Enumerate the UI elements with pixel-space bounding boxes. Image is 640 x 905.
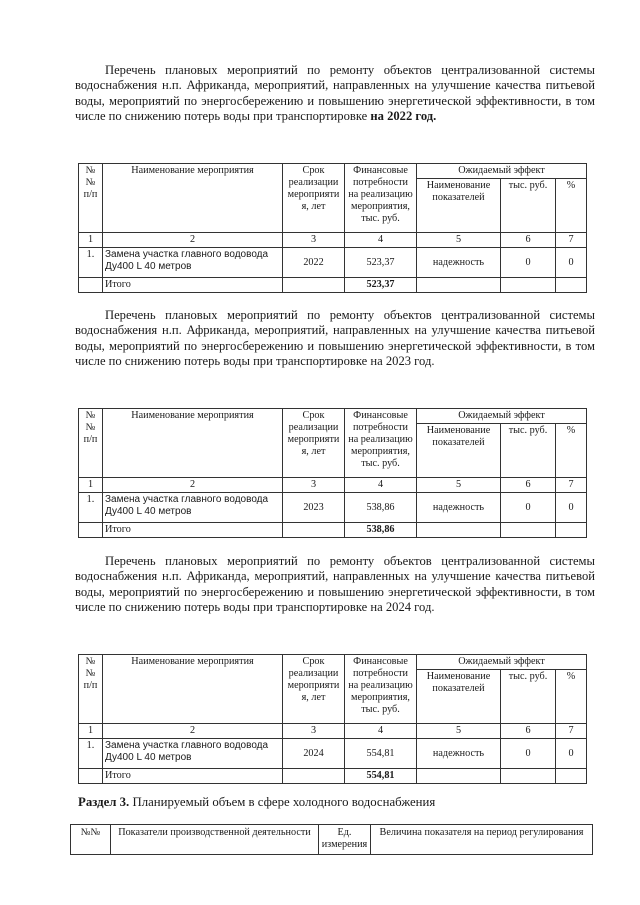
- header-fin: Финансовые потребности на реализацию мероприятия, тыс. руб.: [345, 164, 417, 233]
- row-indicator: надежность: [417, 739, 501, 769]
- row-name: Замена участка главного водовода Ду400 L 40 метров: [103, 248, 283, 278]
- vol-header-num: №№: [71, 825, 111, 855]
- intro-2024-text: Перечень плановых мероприятий по ремонту объектов централизованной системы водоснабжения н.п. Африканда, мероприятий, направленных на улучшение качества питьевой воды, мероприятий по энергосбережению и повышению энергетической эффективности, в том числе по снижению потерь воды при транспортировке на: [75, 554, 595, 615]
- total-label: Итого: [103, 523, 283, 538]
- empty-cell: [556, 523, 587, 538]
- row-fin: 554,81: [345, 739, 417, 769]
- intro-2023-text: Перечень плановых мероприятий по ремонту объектов централизованной системы водоснабжения н.п. Африканда, мероприятий, направленных на улучшение качества питьевой воды, мероприятий по энергосбережению и повышению энергетической эффективности, в том числе по снижению потерь воды при транспортировке на: [75, 308, 595, 369]
- empty-cell: [501, 278, 556, 293]
- header-fin: Финансовые потребности на реализацию мероприятия, тыс. руб.: [345, 655, 417, 724]
- header-indicator: Наименование показателей: [417, 424, 501, 478]
- colnum: 6: [501, 478, 556, 493]
- colnum: 3: [283, 233, 345, 248]
- row-num: 1.: [79, 248, 103, 278]
- colnum: 2: [103, 233, 283, 248]
- row-pct: 0: [556, 493, 587, 523]
- row-year: 2022: [283, 248, 345, 278]
- row-fin: 523,37: [345, 248, 417, 278]
- colnum: 4: [345, 478, 417, 493]
- empty-cell: [417, 523, 501, 538]
- row-year: 2024: [283, 739, 345, 769]
- colnum: 4: [345, 724, 417, 739]
- empty-cell: [556, 278, 587, 293]
- header-num: №№ п/п: [79, 164, 103, 233]
- header-indicator: Наименование показателей: [417, 670, 501, 724]
- colnum: 7: [556, 233, 587, 248]
- colnum: 3: [283, 724, 345, 739]
- header-rub: тыс. руб.: [501, 670, 556, 724]
- plan-table-2023: [78, 408, 587, 538]
- intro-2022-year: на 2022 год.: [370, 109, 437, 124]
- intro-2022-text: Перечень плановых мероприятий по ремонту объектов централизованной системы водоснабжения н.п. Африканда, мероприятий, направленных на улучшение качества питьевой воды, мероприятий по энергосбережению и повышению энергетической эффективности, в том числе по снижению потерь воды при транспортировке: [75, 63, 595, 124]
- empty-cell: [79, 278, 103, 293]
- section-3-label: Раздел 3.: [78, 795, 130, 809]
- colnum: 1: [79, 724, 103, 739]
- empty-cell: [79, 769, 103, 784]
- total-value: 523,37: [345, 278, 417, 293]
- row-year: 2023: [283, 493, 345, 523]
- row-fin: 538,86: [345, 493, 417, 523]
- total-value: 554,81: [345, 769, 417, 784]
- row-indicator: надежность: [417, 493, 501, 523]
- colnum: 7: [556, 724, 587, 739]
- header-effect: Ожидаемый эффект: [417, 655, 587, 670]
- plan-table-2022: [78, 163, 587, 293]
- header-rub: тыс. руб.: [501, 424, 556, 478]
- plan-table-2024: [78, 654, 587, 784]
- header-pct: %: [556, 670, 587, 724]
- row-num: 1.: [79, 493, 103, 523]
- empty-cell: [556, 769, 587, 784]
- header-term: Срок реализации мероприяти я, лет: [283, 164, 345, 233]
- header-effect: Ожидаемый эффект: [417, 164, 587, 179]
- volume-table: [70, 824, 593, 855]
- row-indicator: надежность: [417, 248, 501, 278]
- header-pct: %: [556, 424, 587, 478]
- row-pct: 0: [556, 248, 587, 278]
- row-num: 1.: [79, 739, 103, 769]
- row-pct: 0: [556, 739, 587, 769]
- intro-2024-year: 2024 год.: [385, 600, 435, 615]
- empty-cell: [417, 278, 501, 293]
- colnum: 4: [345, 233, 417, 248]
- row-name: Замена участка главного водовода Ду400 L 40 метров: [103, 739, 283, 769]
- colnum: 5: [417, 724, 501, 739]
- vol-header-unit: Ед. измерения: [319, 825, 371, 855]
- vol-header-indicators: Показатели производственной деятельности: [111, 825, 319, 855]
- total-label: Итого: [103, 278, 283, 293]
- header-num: №№ п/п: [79, 409, 103, 478]
- intro-2023-year: 2023 год.: [385, 354, 435, 369]
- empty-cell: [501, 769, 556, 784]
- empty-cell: [417, 769, 501, 784]
- total-value: 538,86: [345, 523, 417, 538]
- colnum: 1: [79, 478, 103, 493]
- colnum: 5: [417, 478, 501, 493]
- row-name: Замена участка главного водовода Ду400 L 40 метров: [103, 493, 283, 523]
- empty-cell: [283, 523, 345, 538]
- header-rub: тыс. руб.: [501, 179, 556, 233]
- empty-cell: [79, 523, 103, 538]
- colnum: 5: [417, 233, 501, 248]
- header-name: Наименование мероприятия: [103, 409, 283, 478]
- header-effect: Ожидаемый эффект: [417, 409, 587, 424]
- colnum: 6: [501, 724, 556, 739]
- vol-header-value: Величина показателя на период регулирования: [371, 825, 593, 855]
- header-num: №№ п/п: [79, 655, 103, 724]
- section-3-title: Планируемый объем в сфере холодного водоснабжения: [132, 795, 436, 809]
- intro-2022: [75, 63, 595, 125]
- row-rub: 0: [501, 739, 556, 769]
- header-pct: %: [556, 179, 587, 233]
- header-name: Наименование мероприятия: [103, 655, 283, 724]
- row-rub: 0: [501, 493, 556, 523]
- header-term: Срок реализации мероприяти я, лет: [283, 655, 345, 724]
- header-name: Наименование мероприятия: [103, 164, 283, 233]
- empty-cell: [501, 523, 556, 538]
- empty-cell: [283, 278, 345, 293]
- section-3-heading: [78, 795, 435, 810]
- header-term: Срок реализации мероприяти я, лет: [283, 409, 345, 478]
- header-indicator: Наименование показателей: [417, 179, 501, 233]
- header-fin: Финансовые потребности на реализацию мероприятия, тыс. руб.: [345, 409, 417, 478]
- colnum: 3: [283, 478, 345, 493]
- intro-2023: [75, 308, 595, 370]
- colnum: 2: [103, 478, 283, 493]
- total-label: Итого: [103, 769, 283, 784]
- intro-2024: [75, 554, 595, 616]
- colnum: 1: [79, 233, 103, 248]
- colnum: 7: [556, 478, 587, 493]
- row-rub: 0: [501, 248, 556, 278]
- empty-cell: [283, 769, 345, 784]
- colnum: 6: [501, 233, 556, 248]
- colnum: 2: [103, 724, 283, 739]
